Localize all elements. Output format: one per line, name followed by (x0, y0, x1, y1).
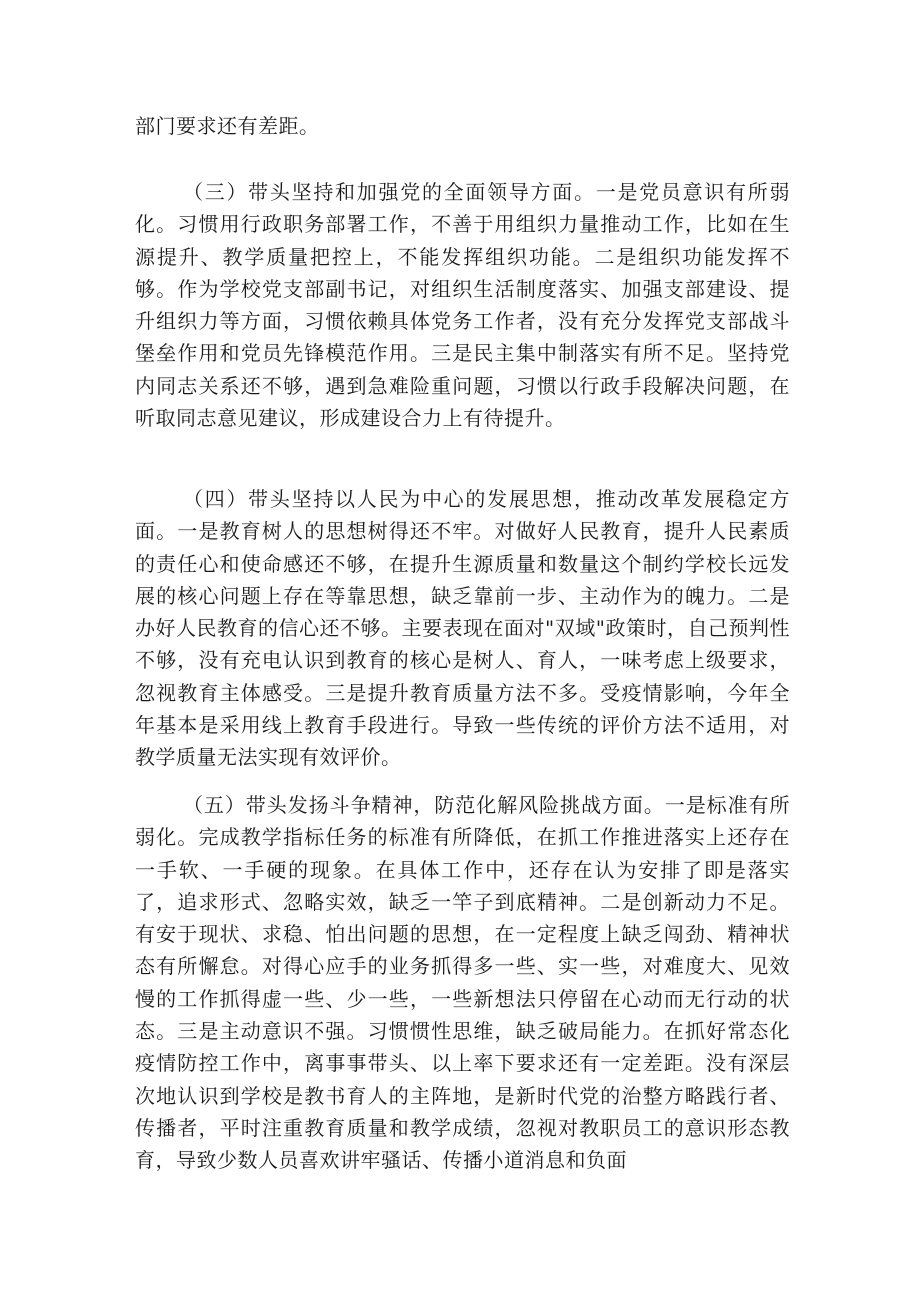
paragraph-continuation: 部门要求还有差距。 (135, 114, 320, 138)
paragraph-section-four: （四）带头坚持以人民为中心的发展思想，推动改革发展稳定方面。一是教育树人的思想树得还不牢。对做好人民教育，提升人民素质的责任心和使命感还不够，在提升生源质量和数量这个制约学校长远发展的核心问题上存在等靠思想，缺乏靠前一步、主动作为的魄力。二是办好人民教育的信心还不够。主要表现在面对"双域"政策时，自己预判性不够，没有充电认识到教育的核心是树人、育人，一味考虑上级要求，忽视教育主体感受。三是提升教育质量方法不多。受疫情影响，今年全年基本是采用线上教育手段进行。导致一些传统的评价方法不适用，对教学质量无法实现有效评价。 (135, 487, 790, 770)
paragraph-section-three: （三）带头坚持和加强党的全面领导方面。一是党员意识有所弱化。习惯用行政职务部署工作，不善于用组织力量推动工作，比如在生源提升、教学质量把控上，不能发挥组织功能。二是组织功能发挥不够。作为学校党支部副书记，对组织生活制度落实、加强支部建设、提升组织力等方面，习惯依赖具体党务工作者，没有充分发挥党支部战斗堡垒作用和党员先锋模范作用。三是民主集中制落实有所不足。坚持党内同志关系还不够，遇到急难险重问题，习惯以行政手段解决问题，在听取同志意见建议，形成建设合力上有待提升。 (135, 180, 790, 431)
paragraph-section-five: （五）带头发扬斗争精神，防范化解风险挑战方面。一是标准有所弱化。完成教学指标任务的标准有所降低，在抓工作推进落实上还存在一手软、一手硬的现象。在具体工作中，还存在认为安排了即是落实了，追求形式、忽略实效，缺乏一竿子到底精神。二是创新动力不足。有安于现状、求稳、怕出问题的思想，在一定程度上缺乏闯劲、精神状态有所懈怠。对得心应手的业务抓得多一些、实一些，对难度大、见效慢的工作抓得虚一些、少一些，一些新想法只停留在心动而无行动的状态。三是主动意识不强。习惯惯性思维，缺乏破局能力。在抓好常态化疫情防控工作中，离事事带头、以上率下要求还有一定差距。没有深层次地认识到学校是教书育人的主阵地，是新时代党的治整方略践行者、传播者，平时注重教育质量和教学成绩，忽视对教职员工的意识形态教育，导致少数人员喜欢讲牢骚话、传播小道消息和负面 (135, 793, 790, 1173)
